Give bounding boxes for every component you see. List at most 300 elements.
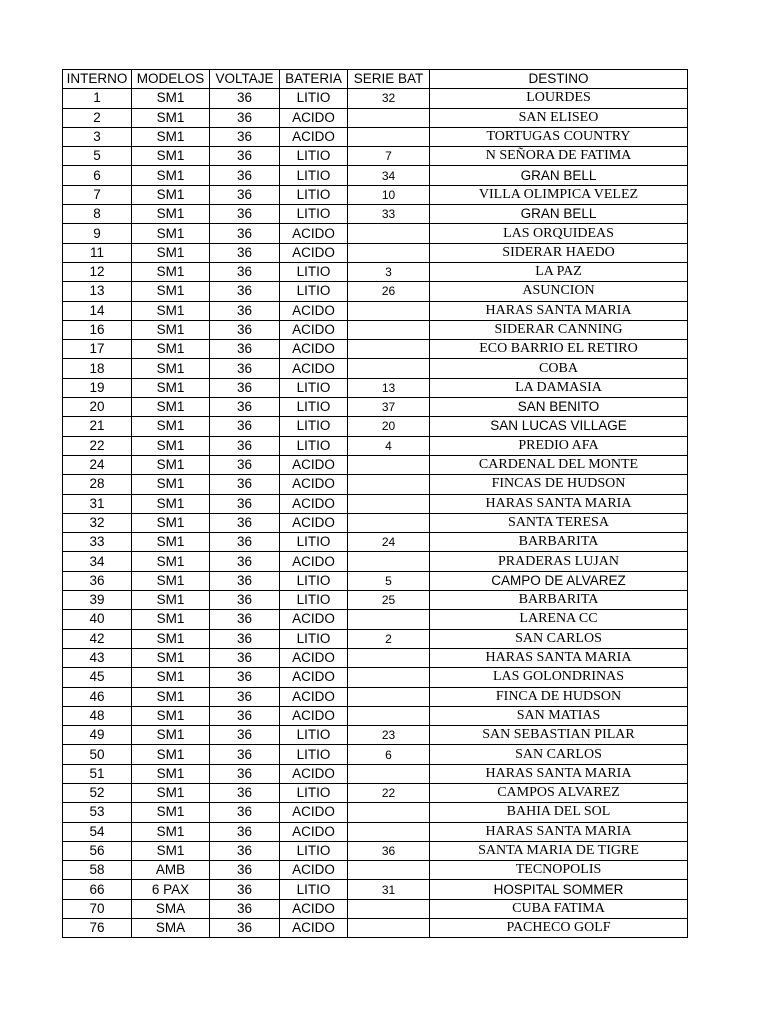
- cell-serie-bat: [348, 822, 430, 841]
- cell-interno: 21: [63, 417, 132, 436]
- table-row: [63, 919, 688, 938]
- header-interno: INTERNO: [63, 70, 132, 89]
- cell-serie-bat: 20: [348, 417, 430, 436]
- cell-destino: TORTUGAS COUNTRY: [430, 127, 688, 146]
- cell-voltaje: 36: [210, 919, 280, 938]
- cell-bateria: LITIO: [280, 417, 348, 436]
- table-row: [63, 841, 688, 860]
- cell-interno: 11: [63, 243, 132, 262]
- cell-interno: 36: [63, 571, 132, 590]
- cell-destino: CAMPO DE ALVAREZ: [430, 571, 688, 590]
- table-row: [63, 629, 688, 648]
- cell-serie-bat: 7: [348, 147, 430, 166]
- cell-voltaje: 36: [210, 147, 280, 166]
- cell-serie-bat: 22: [348, 783, 430, 802]
- cell-serie-bat: 32: [348, 89, 430, 108]
- cell-serie-bat: 3: [348, 262, 430, 281]
- table-row: [63, 320, 688, 339]
- cell-serie-bat: 34: [348, 166, 430, 185]
- cell-serie-bat: [348, 803, 430, 822]
- cell-bateria: LITIO: [280, 533, 348, 552]
- cell-modelo: SM1: [132, 726, 210, 745]
- cell-interno: 53: [63, 803, 132, 822]
- cell-modelo: SM1: [132, 494, 210, 513]
- cell-voltaje: 36: [210, 841, 280, 860]
- cell-bateria: ACIDO: [280, 899, 348, 918]
- cell-voltaje: 36: [210, 803, 280, 822]
- table-row: [63, 108, 688, 127]
- cell-bateria: ACIDO: [280, 320, 348, 339]
- header-destino: DESTINO: [430, 70, 688, 89]
- cell-modelo: SM1: [132, 185, 210, 204]
- cell-serie-bat: [348, 301, 430, 320]
- cell-interno: 50: [63, 745, 132, 764]
- cell-bateria: LITIO: [280, 880, 348, 899]
- cell-voltaje: 36: [210, 243, 280, 262]
- cell-modelo: SM1: [132, 571, 210, 590]
- cell-voltaje: 36: [210, 861, 280, 880]
- cell-bateria: LITIO: [280, 89, 348, 108]
- cell-bateria: LITIO: [280, 282, 348, 301]
- table-row: [63, 571, 688, 590]
- cell-destino: SAN LUCAS VILLAGE: [430, 417, 688, 436]
- cell-modelo: SM1: [132, 108, 210, 127]
- cell-voltaje: 36: [210, 668, 280, 687]
- cell-voltaje: 36: [210, 89, 280, 108]
- cell-bateria: ACIDO: [280, 243, 348, 262]
- cell-modelo: SM1: [132, 610, 210, 629]
- cell-serie-bat: 36: [348, 841, 430, 860]
- cell-modelo: SM1: [132, 262, 210, 281]
- cell-modelo: SM1: [132, 398, 210, 417]
- cell-voltaje: 36: [210, 783, 280, 802]
- cell-interno: 28: [63, 475, 132, 494]
- cell-voltaje: 36: [210, 455, 280, 474]
- cell-bateria: LITIO: [280, 378, 348, 397]
- cell-serie-bat: 23: [348, 726, 430, 745]
- cell-interno: 70: [63, 899, 132, 918]
- table-row: [63, 282, 688, 301]
- cell-interno: 12: [63, 262, 132, 281]
- cell-serie-bat: 10: [348, 185, 430, 204]
- cell-bateria: ACIDO: [280, 340, 348, 359]
- cell-serie-bat: [348, 243, 430, 262]
- cell-interno: 51: [63, 764, 132, 783]
- cell-bateria: ACIDO: [280, 475, 348, 494]
- cell-interno: 13: [63, 282, 132, 301]
- cell-destino: SAN SEBASTIAN PILAR: [430, 726, 688, 745]
- table-row: [63, 648, 688, 667]
- cell-bateria: ACIDO: [280, 224, 348, 243]
- cell-voltaje: 36: [210, 513, 280, 532]
- cell-serie-bat: [348, 475, 430, 494]
- cell-interno: 7: [63, 185, 132, 204]
- table-row: [63, 185, 688, 204]
- cell-interno: 33: [63, 533, 132, 552]
- cell-modelo: SM1: [132, 783, 210, 802]
- table-row: [63, 899, 688, 918]
- cell-interno: 48: [63, 706, 132, 725]
- cell-destino: SANTA TERESA: [430, 513, 688, 532]
- table-row: [63, 166, 688, 185]
- cell-bateria: ACIDO: [280, 648, 348, 667]
- cell-modelo: SM1: [132, 687, 210, 706]
- cell-voltaje: 36: [210, 475, 280, 494]
- cell-destino: LOURDES: [430, 89, 688, 108]
- cell-interno: 34: [63, 552, 132, 571]
- cell-interno: 52: [63, 783, 132, 802]
- cell-destino: GRAN BELL: [430, 205, 688, 224]
- cell-voltaje: 36: [210, 726, 280, 745]
- cell-bateria: ACIDO: [280, 822, 348, 841]
- cell-interno: 22: [63, 436, 132, 455]
- cell-interno: 1: [63, 89, 132, 108]
- cell-serie-bat: [348, 919, 430, 938]
- table-row: [63, 764, 688, 783]
- cell-modelo: SM1: [132, 340, 210, 359]
- cell-bateria: LITIO: [280, 436, 348, 455]
- cell-voltaje: 36: [210, 745, 280, 764]
- cell-modelo: SM1: [132, 378, 210, 397]
- cell-modelo: SM1: [132, 89, 210, 108]
- header-voltaje: VOLTAJE: [210, 70, 280, 89]
- cell-destino: HARAS SANTA MARIA: [430, 822, 688, 841]
- cell-modelo: SM1: [132, 706, 210, 725]
- cell-destino: LA PAZ: [430, 262, 688, 281]
- cell-bateria: ACIDO: [280, 668, 348, 687]
- cell-voltaje: 36: [210, 899, 280, 918]
- cell-destino: ECO BARRIO EL RETIRO: [430, 340, 688, 359]
- cell-interno: 3: [63, 127, 132, 146]
- cell-modelo: SMA: [132, 899, 210, 918]
- cell-voltaje: 36: [210, 648, 280, 667]
- cell-destino: HARAS SANTA MARIA: [430, 764, 688, 783]
- table-row: [63, 610, 688, 629]
- cell-voltaje: 36: [210, 494, 280, 513]
- cell-destino: HARAS SANTA MARIA: [430, 648, 688, 667]
- table-row: [63, 205, 688, 224]
- cell-destino: COBA: [430, 359, 688, 378]
- cell-bateria: ACIDO: [280, 687, 348, 706]
- cell-interno: 56: [63, 841, 132, 860]
- table-row: [63, 455, 688, 474]
- cell-destino: SAN BENITO: [430, 398, 688, 417]
- cell-voltaje: 36: [210, 591, 280, 610]
- table-header: [63, 70, 688, 89]
- cell-interno: 16: [63, 320, 132, 339]
- cell-serie-bat: [348, 127, 430, 146]
- cell-modelo: SM1: [132, 648, 210, 667]
- cell-serie-bat: [348, 668, 430, 687]
- cell-destino: SANTA MARIA DE TIGRE: [430, 841, 688, 860]
- table-row: [63, 726, 688, 745]
- cell-voltaje: 36: [210, 185, 280, 204]
- table-row: [63, 340, 688, 359]
- cell-interno: 66: [63, 880, 132, 899]
- cell-interno: 9: [63, 224, 132, 243]
- cell-interno: 24: [63, 455, 132, 474]
- cell-destino: SAN CARLOS: [430, 745, 688, 764]
- cell-destino: CAMPOS ALVAREZ: [430, 783, 688, 802]
- cell-voltaje: 36: [210, 629, 280, 648]
- cell-bateria: ACIDO: [280, 706, 348, 725]
- cell-serie-bat: [348, 513, 430, 532]
- cell-interno: 8: [63, 205, 132, 224]
- cell-destino: TECNOPOLIS: [430, 861, 688, 880]
- cell-interno: 58: [63, 861, 132, 880]
- cell-modelo: SM1: [132, 668, 210, 687]
- table-row: [63, 436, 688, 455]
- table-row: [63, 243, 688, 262]
- cell-modelo: SMA: [132, 919, 210, 938]
- table-row: [63, 147, 688, 166]
- cell-bateria: LITIO: [280, 166, 348, 185]
- cell-voltaje: 36: [210, 533, 280, 552]
- cell-bateria: ACIDO: [280, 108, 348, 127]
- cell-destino: LA DAMASIA: [430, 378, 688, 397]
- cell-modelo: SM1: [132, 127, 210, 146]
- cell-modelo: SM1: [132, 629, 210, 648]
- cell-interno: 54: [63, 822, 132, 841]
- cell-interno: 42: [63, 629, 132, 648]
- cell-serie-bat: [348, 108, 430, 127]
- cell-interno: 20: [63, 398, 132, 417]
- cell-destino: BARBARITA: [430, 591, 688, 610]
- cell-voltaje: 36: [210, 282, 280, 301]
- cell-interno: 49: [63, 726, 132, 745]
- cell-modelo: SM1: [132, 436, 210, 455]
- table-row: [63, 668, 688, 687]
- cell-interno: 31: [63, 494, 132, 513]
- fleet-table: [62, 69, 688, 938]
- table-row: [63, 803, 688, 822]
- cell-serie-bat: [348, 224, 430, 243]
- table-row: [63, 552, 688, 571]
- cell-interno: 46: [63, 687, 132, 706]
- table-row: [63, 398, 688, 417]
- cell-serie-bat: 5: [348, 571, 430, 590]
- cell-serie-bat: 4: [348, 436, 430, 455]
- cell-serie-bat: 6: [348, 745, 430, 764]
- cell-interno: 5: [63, 147, 132, 166]
- cell-destino: ASUNCION: [430, 282, 688, 301]
- cell-bateria: LITIO: [280, 591, 348, 610]
- cell-serie-bat: [348, 610, 430, 629]
- cell-bateria: LITIO: [280, 783, 348, 802]
- cell-destino: VILLA OLIMPICA VELEZ: [430, 185, 688, 204]
- cell-bateria: LITIO: [280, 147, 348, 166]
- cell-interno: 45: [63, 668, 132, 687]
- table-row: [63, 745, 688, 764]
- cell-voltaje: 36: [210, 706, 280, 725]
- cell-voltaje: 36: [210, 262, 280, 281]
- cell-bateria: ACIDO: [280, 359, 348, 378]
- cell-bateria: ACIDO: [280, 610, 348, 629]
- cell-modelo: SM1: [132, 552, 210, 571]
- cell-voltaje: 36: [210, 571, 280, 590]
- cell-modelo: 6 PAX: [132, 880, 210, 899]
- cell-bateria: ACIDO: [280, 455, 348, 474]
- cell-voltaje: 36: [210, 398, 280, 417]
- table-row: [63, 880, 688, 899]
- cell-modelo: SM1: [132, 803, 210, 822]
- cell-serie-bat: 26: [348, 282, 430, 301]
- cell-voltaje: 36: [210, 340, 280, 359]
- cell-interno: 2: [63, 108, 132, 127]
- table-row: [63, 706, 688, 725]
- cell-modelo: SM1: [132, 764, 210, 783]
- cell-destino: CUBA FATIMA: [430, 899, 688, 918]
- cell-serie-bat: [348, 706, 430, 725]
- cell-voltaje: 36: [210, 301, 280, 320]
- cell-modelo: SM1: [132, 224, 210, 243]
- cell-serie-bat: [348, 320, 430, 339]
- cell-voltaje: 36: [210, 436, 280, 455]
- header-bateria: BATERIA: [280, 70, 348, 89]
- cell-interno: 14: [63, 301, 132, 320]
- cell-destino: LARENA CC: [430, 610, 688, 629]
- cell-voltaje: 36: [210, 166, 280, 185]
- cell-bateria: ACIDO: [280, 861, 348, 880]
- cell-serie-bat: 2: [348, 629, 430, 648]
- cell-bateria: LITIO: [280, 185, 348, 204]
- cell-voltaje: 36: [210, 764, 280, 783]
- cell-bateria: LITIO: [280, 398, 348, 417]
- cell-interno: 32: [63, 513, 132, 532]
- cell-bateria: ACIDO: [280, 513, 348, 532]
- cell-modelo: SM1: [132, 301, 210, 320]
- cell-voltaje: 36: [210, 359, 280, 378]
- cell-destino: LAS ORQUIDEAS: [430, 224, 688, 243]
- table-row: [63, 127, 688, 146]
- cell-bateria: LITIO: [280, 205, 348, 224]
- cell-serie-bat: [348, 359, 430, 378]
- cell-bateria: LITIO: [280, 262, 348, 281]
- cell-bateria: LITIO: [280, 629, 348, 648]
- table-body: [63, 89, 688, 938]
- cell-interno: 40: [63, 610, 132, 629]
- cell-modelo: SM1: [132, 513, 210, 532]
- cell-voltaje: 36: [210, 687, 280, 706]
- cell-interno: 76: [63, 919, 132, 938]
- table-row: [63, 417, 688, 436]
- cell-modelo: SM1: [132, 417, 210, 436]
- cell-bateria: LITIO: [280, 571, 348, 590]
- cell-voltaje: 36: [210, 205, 280, 224]
- cell-bateria: LITIO: [280, 726, 348, 745]
- cell-serie-bat: 33: [348, 205, 430, 224]
- cell-modelo: SM1: [132, 320, 210, 339]
- cell-serie-bat: [348, 340, 430, 359]
- cell-modelo: SM1: [132, 841, 210, 860]
- table-row: [63, 301, 688, 320]
- cell-modelo: SM1: [132, 282, 210, 301]
- cell-destino: FINCAS DE HUDSON: [430, 475, 688, 494]
- table-row: [63, 359, 688, 378]
- cell-serie-bat: [348, 861, 430, 880]
- table-row: [63, 378, 688, 397]
- cell-voltaje: 36: [210, 378, 280, 397]
- header-serie-bat: SERIE BAT: [348, 70, 430, 89]
- cell-destino: HARAS SANTA MARIA: [430, 301, 688, 320]
- cell-voltaje: 36: [210, 610, 280, 629]
- table-row: [63, 533, 688, 552]
- cell-modelo: SM1: [132, 591, 210, 610]
- cell-serie-bat: 31: [348, 880, 430, 899]
- cell-interno: 19: [63, 378, 132, 397]
- cell-modelo: SM1: [132, 475, 210, 494]
- cell-serie-bat: 24: [348, 533, 430, 552]
- cell-bateria: LITIO: [280, 745, 348, 764]
- cell-bateria: LITIO: [280, 841, 348, 860]
- cell-bateria: ACIDO: [280, 301, 348, 320]
- cell-destino: PRADERAS LUJAN: [430, 552, 688, 571]
- cell-voltaje: 36: [210, 880, 280, 899]
- table-row: [63, 224, 688, 243]
- cell-bateria: ACIDO: [280, 494, 348, 513]
- cell-interno: 17: [63, 340, 132, 359]
- cell-interno: 6: [63, 166, 132, 185]
- cell-modelo: SM1: [132, 359, 210, 378]
- cell-destino: N SEÑORA DE FATIMA: [430, 147, 688, 166]
- cell-voltaje: 36: [210, 822, 280, 841]
- cell-interno: 39: [63, 591, 132, 610]
- cell-destino: BAHIA DEL SOL: [430, 803, 688, 822]
- table-row: [63, 591, 688, 610]
- cell-destino: SIDERAR HAEDO: [430, 243, 688, 262]
- table-row: [63, 513, 688, 532]
- cell-modelo: SM1: [132, 205, 210, 224]
- table-row: [63, 494, 688, 513]
- cell-serie-bat: [348, 687, 430, 706]
- cell-destino: LAS GOLONDRINAS: [430, 668, 688, 687]
- cell-destino: BARBARITA: [430, 533, 688, 552]
- cell-modelo: SM1: [132, 745, 210, 764]
- cell-serie-bat: 25: [348, 591, 430, 610]
- cell-modelo: SM1: [132, 147, 210, 166]
- cell-voltaje: 36: [210, 320, 280, 339]
- cell-voltaje: 36: [210, 108, 280, 127]
- cell-bateria: ACIDO: [280, 803, 348, 822]
- cell-interno: 18: [63, 359, 132, 378]
- cell-serie-bat: [348, 455, 430, 474]
- cell-destino: HARAS SANTA MARIA: [430, 494, 688, 513]
- cell-destino: CARDENAL DEL MONTE: [430, 455, 688, 474]
- cell-destino: SIDERAR CANNING: [430, 320, 688, 339]
- header-modelos: MODELOS: [132, 70, 210, 89]
- header-row: [63, 70, 688, 89]
- cell-voltaje: 36: [210, 127, 280, 146]
- cell-voltaje: 36: [210, 552, 280, 571]
- cell-modelo: SM1: [132, 455, 210, 474]
- cell-modelo: SM1: [132, 533, 210, 552]
- cell-serie-bat: [348, 899, 430, 918]
- cell-serie-bat: 13: [348, 378, 430, 397]
- cell-destino: HOSPITAL SOMMER: [430, 880, 688, 899]
- table-row: [63, 783, 688, 802]
- cell-destino: PREDIO AFA: [430, 436, 688, 455]
- cell-modelo: SM1: [132, 243, 210, 262]
- cell-modelo: AMB: [132, 861, 210, 880]
- cell-bateria: ACIDO: [280, 127, 348, 146]
- cell-voltaje: 36: [210, 417, 280, 436]
- table-row: [63, 89, 688, 108]
- cell-serie-bat: [348, 764, 430, 783]
- cell-destino: SAN CARLOS: [430, 629, 688, 648]
- cell-serie-bat: [348, 648, 430, 667]
- cell-interno: 43: [63, 648, 132, 667]
- cell-destino: GRAN BELL: [430, 166, 688, 185]
